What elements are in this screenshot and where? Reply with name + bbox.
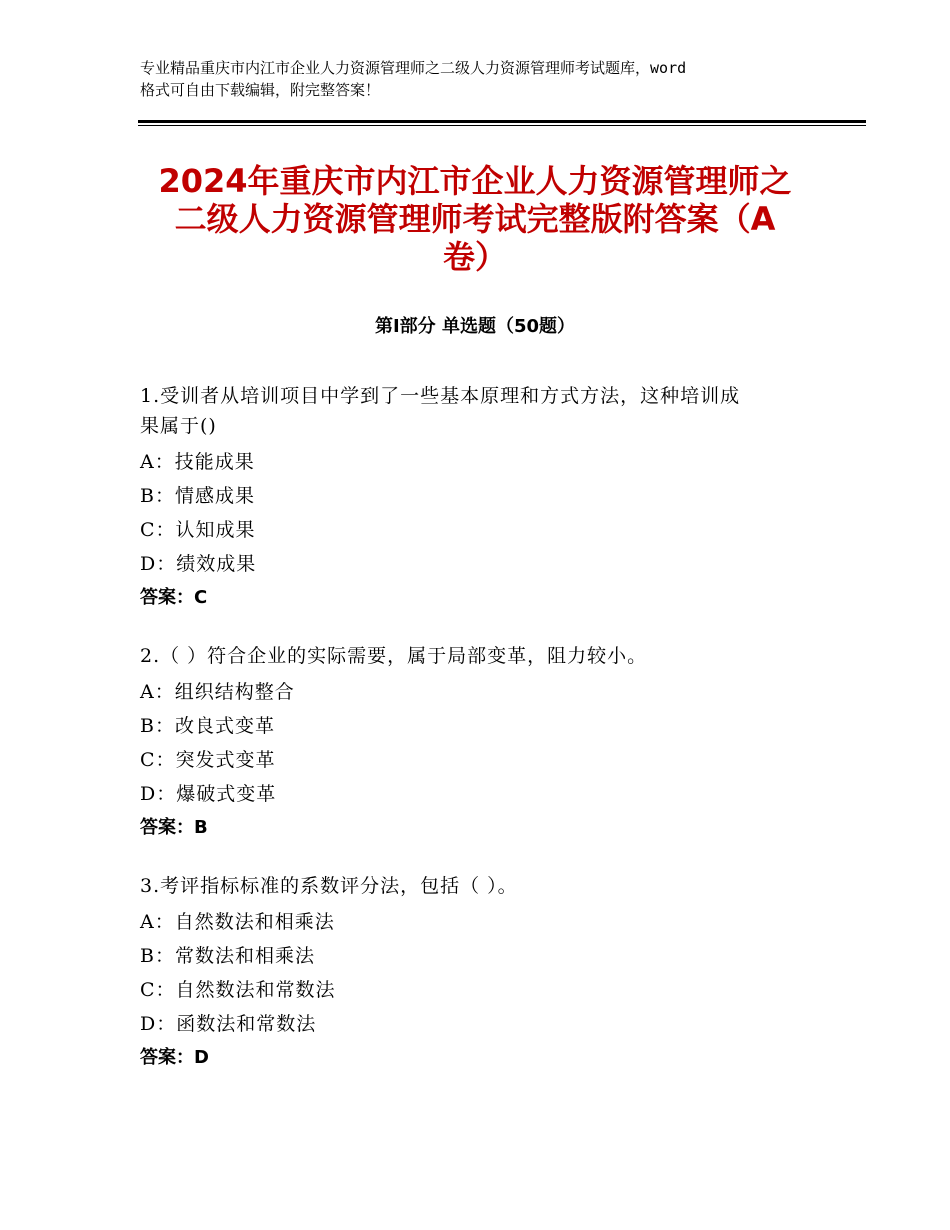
answer: 答案：C [140, 587, 208, 608]
header-line-2: 格式可自由下载编辑，附完整答案！ [140, 81, 381, 99]
document-title [120, 162, 830, 276]
option-c: C：自然数法和常数法 [140, 979, 336, 1001]
question-list [140, 381, 820, 1101]
option-c: C：突发式变革 [140, 749, 276, 771]
answer: 答案：B [140, 817, 208, 838]
question-stem [140, 871, 820, 901]
option-a: A：自然数法和相乘法 [140, 911, 335, 933]
question-stem-line-1: 1.受训者从培训项目中学到了一些基本原理和方式方法，这种培训成 [140, 385, 741, 407]
question-2 [140, 641, 820, 845]
answer: 答案：D [140, 1047, 209, 1068]
question-stem [140, 381, 820, 441]
option-a: A：技能成果 [140, 451, 255, 473]
question-stem-line-1: 2.（ ）符合企业的实际需要，属于局部变革，阻力较小。 [140, 645, 648, 667]
title-line-1: 2024年重庆市内江市企业人力资源管理师之 [158, 162, 792, 200]
title-line-2: 二级人力资源管理师考试完整版附答案（A [174, 200, 776, 238]
header-line-1: 专业精品重庆市内江市企业人力资源管理师之二级人力资源管理师考试题库，word [140, 59, 687, 77]
option-c: C：认知成果 [140, 519, 256, 541]
question-stem-line-2: 果属于() [140, 415, 217, 437]
question-3 [140, 871, 820, 1075]
option-d: D：爆破式变革 [140, 783, 277, 805]
title-line-3: 卷） [442, 238, 507, 276]
question-stem-line-1: 3.考评指标标准的系数评分法，包括（ ）。 [140, 875, 518, 897]
question-1 [140, 381, 820, 615]
option-b: B：情感成果 [140, 485, 255, 507]
option-d: D：绩效成果 [140, 553, 257, 575]
header-divider-thin [138, 125, 866, 126]
option-a: A：组织结构整合 [140, 681, 295, 703]
option-b: B：常数法和相乘法 [140, 945, 315, 967]
section-title: 第Ⅰ部分 单选题（50题） [374, 316, 575, 337]
option-d: D：函数法和常数法 [140, 1013, 317, 1035]
header-divider-thick [138, 120, 866, 123]
header-note [140, 57, 830, 101]
question-stem [140, 641, 820, 671]
option-b: B：改良式变革 [140, 715, 275, 737]
